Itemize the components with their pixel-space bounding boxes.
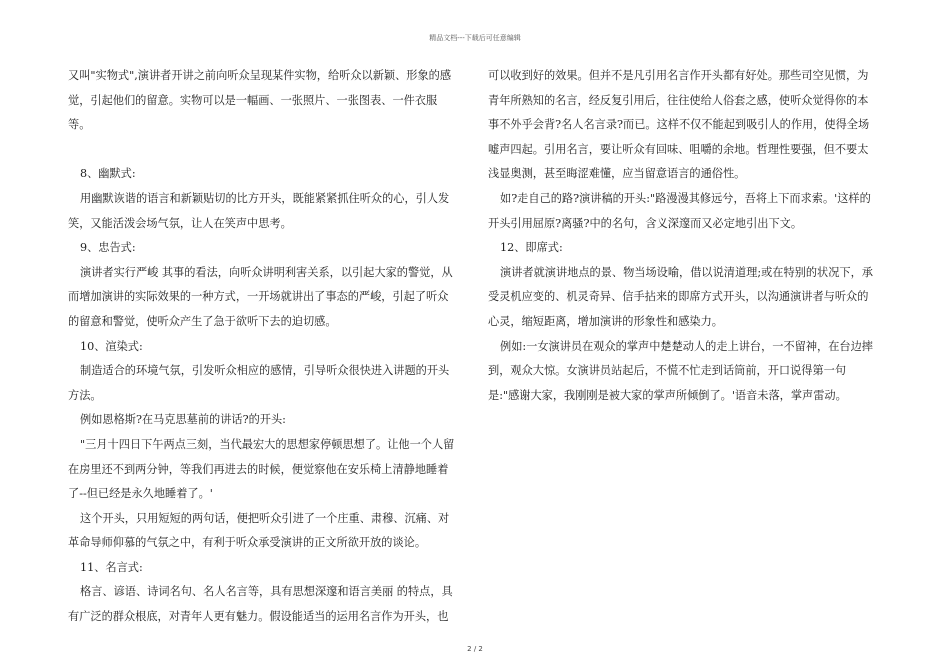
quote-paragraph: "三月十四日下午两点三刻，当代最宏大的思想家停顿思想了。让他一个人留在房里还不到两分钟，等我们再进去的时候，便觉察他在安乐椅上清静地睡着了--但已经是永久地睡着了。' [68,437,455,501]
paragraph: 例如:一女演讲员在观众的掌声中楚楚动人的走上讲台，一不留神，在台边摔到，观众大惊。女演讲员站起后，不慌不忙走到话筒前，开口说得第一句是:"感谢大家，我刚刚是被大家的掌声所倾倒了。'语音未落，掌声雷动。 [488,339,873,402]
paragraph: 如?走自己的路?演讲稿的开头:"路漫漫其修远兮，吾将上下而求索。'这样的开头引用屈原?离骚?中的名句，含义深邃而又必定地引出下文。 [488,191,871,230]
paragraph: 格言、谚语、诗词名句、名人名言等，具有思想深邃和语言美丽 的特点，具有广泛的群众根底，对青年人更有魅力。假设能适当的运用名言作为开头，也 [68,585,453,624]
spacer [68,138,456,163]
paragraph: 又叫"实物式",演讲者开讲之前向听众呈现某件实物，给听众以新颖、形象的感觉，引起他们的留意。实物可以是一幅画、一张照片、一张图表、一件衣服等。 [68,69,452,132]
paragraph: 这个开头，只用短短的两句话，便把听众引进了一个庄重、肃穆、沉痛、对革命导师仰慕的气氛之中，有利于听众承受演讲的正文所欲开放的谈论。 [68,511,450,550]
section-heading: 12、即席式: [500,241,563,255]
section-heading: 9、忠告式: [80,241,136,255]
paragraph: 演讲者就演讲地点的景、物当场设喻，借以说清道理;或在特别的状况下，承受灵机应变的、机灵奇异、信手拈来的即席方式开头，以沟通演讲者与听众的心灵，缩短距离，增加演讲的形象性和感染力。 [488,265,873,328]
section-heading: 10、渲染式: [80,339,143,353]
section-heading: 8、幽默式: [80,167,136,181]
left-column [68,64,456,630]
page-number: 2 / 2 [467,645,483,653]
paragraph: 用幽默诙谐的语言和新颖贴切的比方开头，既能紧紧抓住听众的心，引人发笑，又能活泼会场气氛，让人在笑声中思考。 [68,191,450,230]
paragraph: 制造适合的环境气氛，引发听众相应的感情，引导听众很快进入讲题的开头方法。 [68,364,450,402]
right-column [488,64,876,408]
paragraph: 例如恩格斯?在马克思墓前的讲话?的开头: [80,413,286,427]
paragraph: 可以收到好的效果。但并不是凡引用名言作开头都有好处。那些司空见惯，为青年所熟知的名言，经反复引用后，往往使给人俗套之感，使听众觉得你的本事不外乎会背?名人名言录?而已。这样不仅不能起到吸引人的作用，使得全场嘘声四起。引用名言，要让听众有回味、咀嚼的余地。哲理性要强，但不要太浅显奥测，甚至晦涩难懂，应当留意语言的通俗性。 [488,69,870,181]
paragraph: 演讲者实行严峻 其事的看法，向听众讲明利害关系，以引起大家的警觉，从而增加演讲的实际效果的一种方式，一开场就讲出了事态的严峻，引起了听众的留意和警觉，使听众产生了急于欲听下去的迫切感。 [68,265,453,328]
page-header: 精品文档---下载后可任意编辑 [429,34,521,42]
section-heading: 11、名言式: [80,560,143,574]
